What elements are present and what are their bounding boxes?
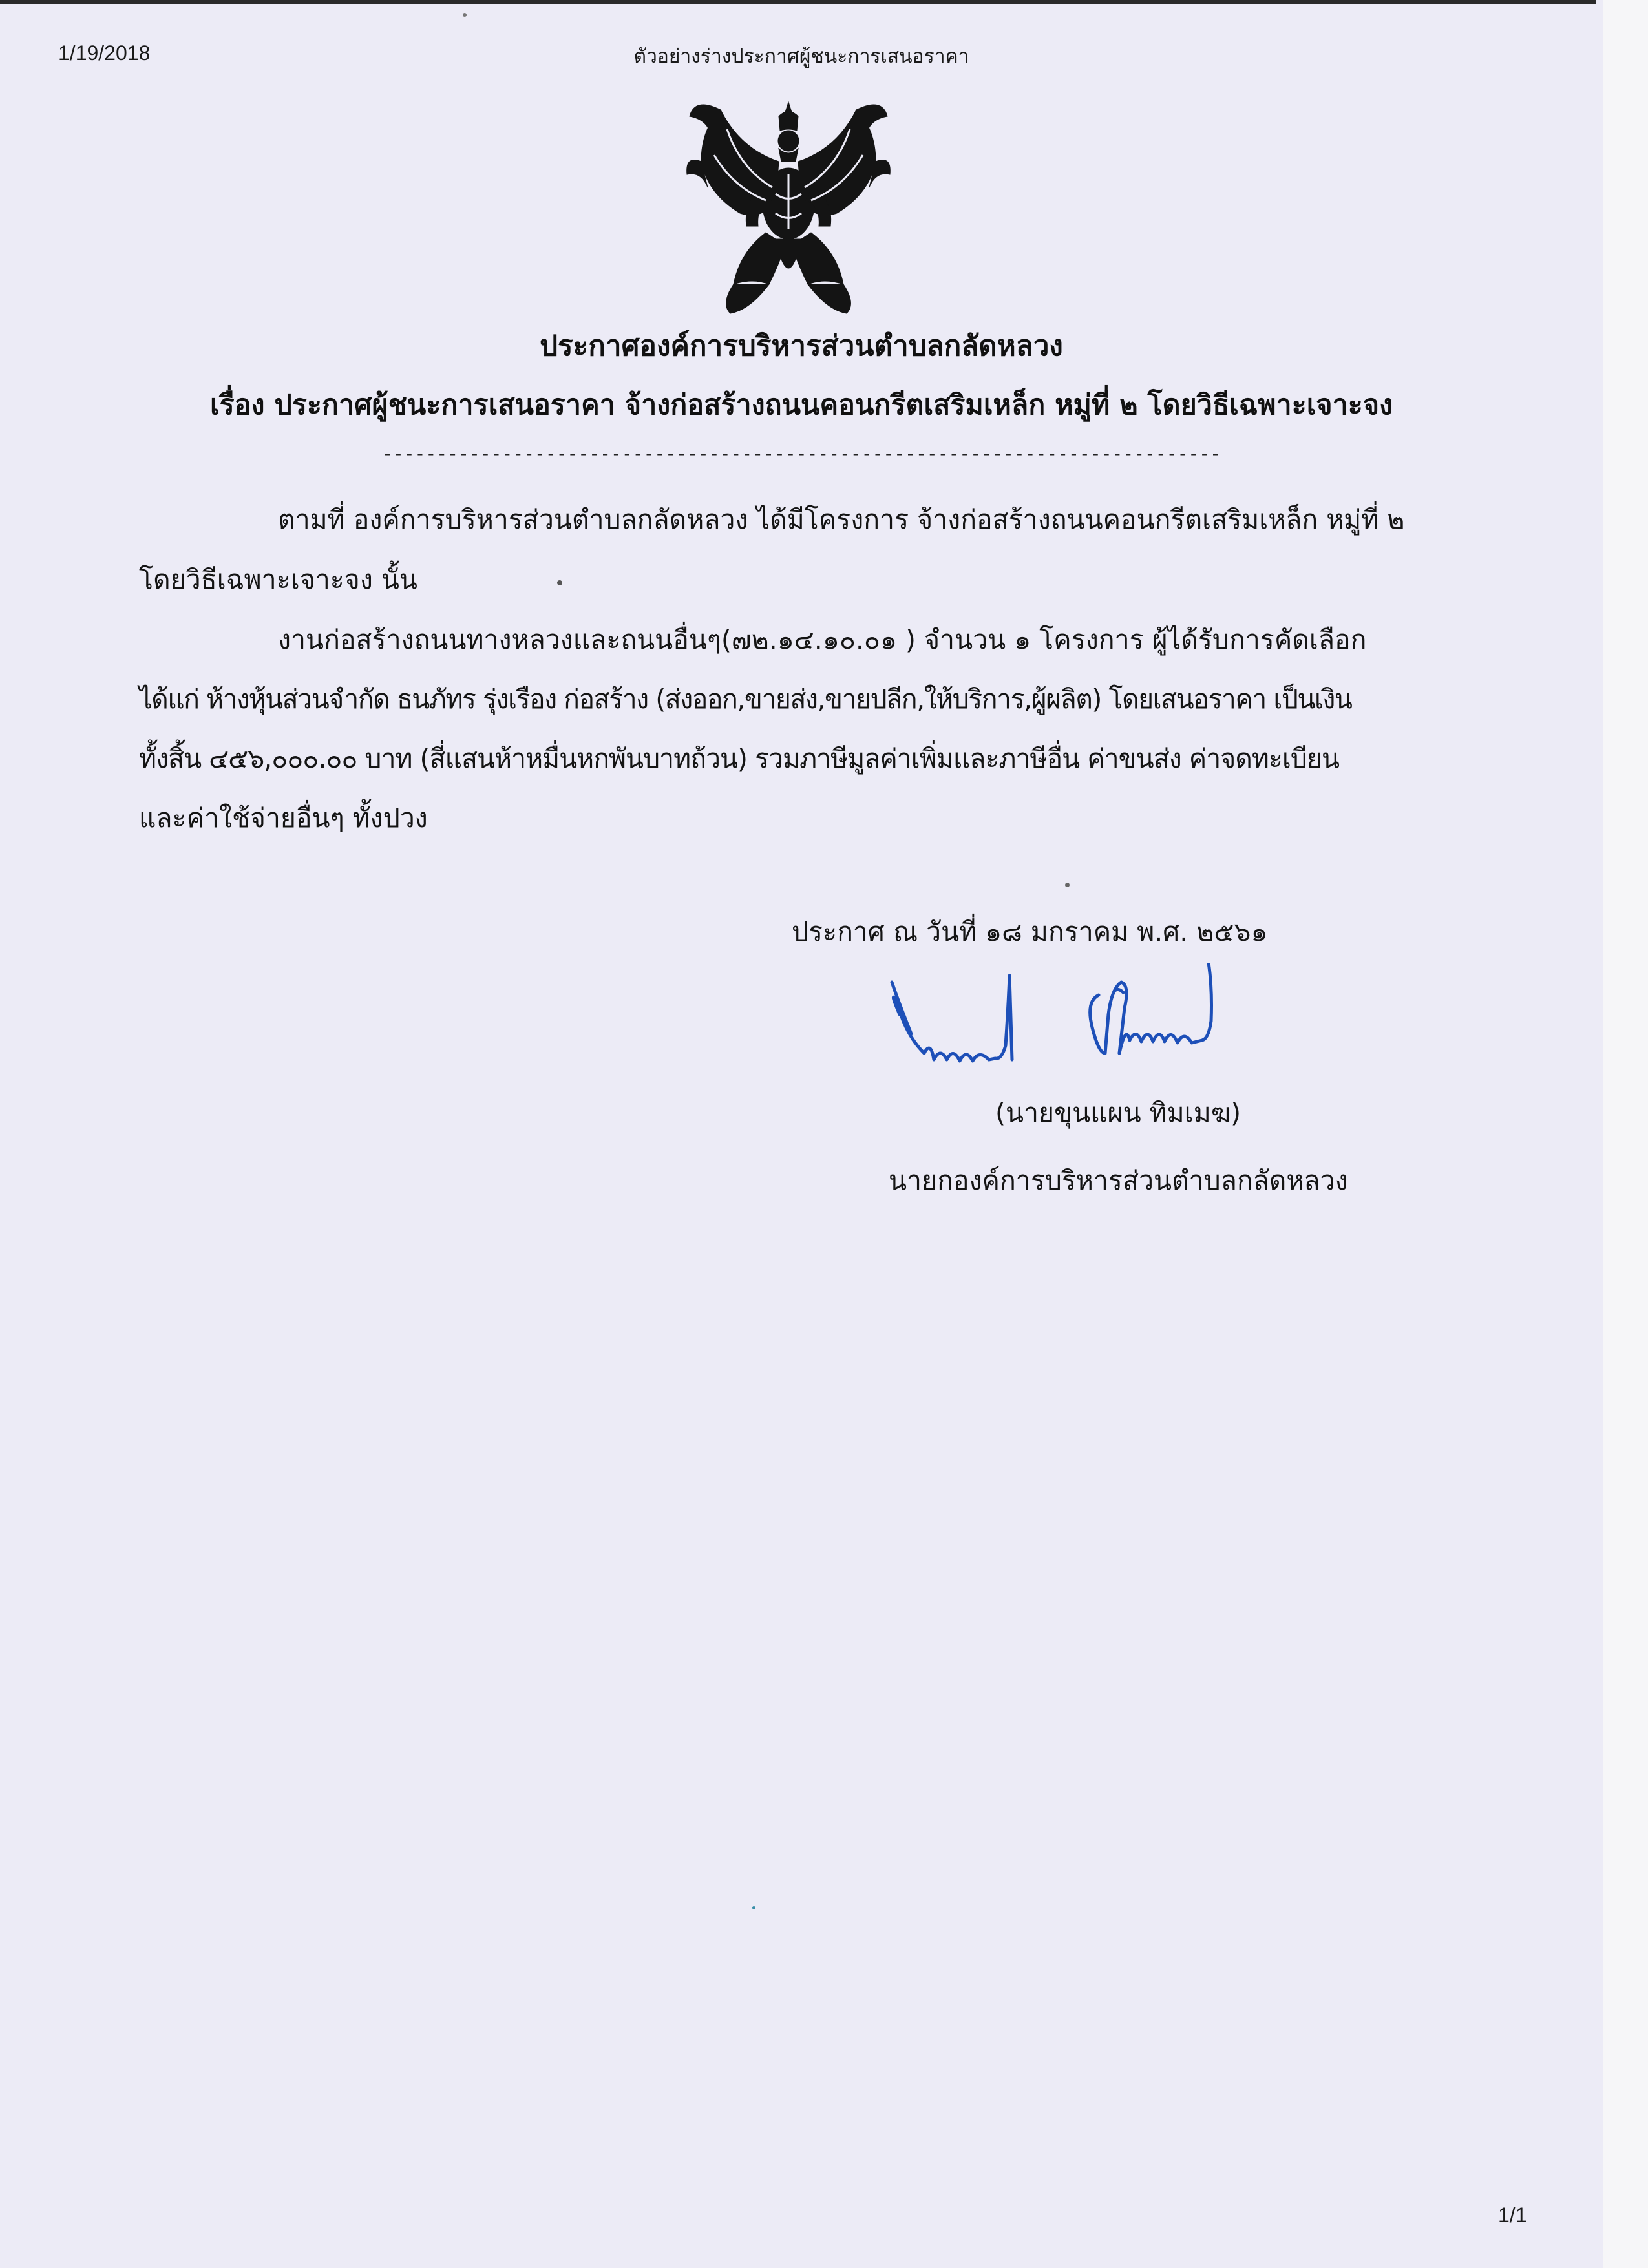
print-header-title: ตัวอย่างร่างประกาศผู้ชนะการเสนอราคา	[633, 45, 969, 68]
paragraph-1-line-2: โดยวิธีเฉพาะเจาะจง นั้น	[139, 564, 417, 595]
paragraph-1-line-1: ตามที่ องค์การบริหารส่วนตำบลกลัดหลวง ได้มีโครงการ จ้างก่อสร้างถนนคอนกรีตเสริมเหล็ก หมู่ที่ ๒	[278, 504, 1405, 535]
paragraph-2-line-2: ได้แก่ ห้างหุ้นส่วนจำกัด ธนภัทร รุ่งเรือง ก่อสร้าง (ส่งออก,ขายส่ง,ขายปลีก,ให้บริการ,ผู้ผลิต) โดยเสนอราคา เป็นเงิน	[139, 684, 1352, 715]
scan-top-border	[0, 0, 1596, 4]
title-divider: -----------------------------------------------------------------------------	[381, 443, 1221, 464]
announcement-subject: เรื่อง ประกาศผู้ชนะการเสนอราคา จ้างก่อสร้างถนนคอนกรีตเสริมเหล็ก หมู่ที่ ๒ โดยวิธีเฉพาะเจาะจง	[209, 389, 1393, 421]
scan-speck	[752, 1906, 755, 1909]
announcement-date: ประกาศ ณ วันที่ ๑๘ มกราคม พ.ศ. ๒๕๖๑	[792, 916, 1268, 947]
scan-speck	[557, 580, 562, 585]
signer-name: (นายขุนแผน ทิมเมฆ)	[995, 1097, 1241, 1128]
paragraph-2-line-1: งานก่อสร้างถนนทางหลวงและถนนอื่นๆ(๗๒.๑๔.๑๐.๐๑ ) จำนวน ๑ โครงการ ผู้ได้รับการคัดเลือก	[278, 624, 1367, 655]
page-number: 1/1	[1498, 2203, 1527, 2227]
scan-margin	[1603, 0, 1648, 2268]
print-date: 1/19/2018	[58, 41, 151, 65]
organization-title: ประกาศองค์การบริหารส่วนตำบลกลัดหลวง	[540, 330, 1063, 362]
scan-speck	[1065, 883, 1070, 887]
garuda-emblem-icon	[682, 90, 895, 323]
scan-speck	[463, 13, 467, 17]
paragraph-2-line-4: และค่าใช้จ่ายอื่นๆ ทั้งปวง	[139, 803, 428, 834]
paragraph-2-line-3: ทั้งสิ้น ๔๕๖,๐๐๐.๐๐ บาท (สี่แสนห้าหมื่นหกพันบาทถ้วน) รวมภาษีมูลค่าเพิ่มและภาษีอื่น ค่าขนส่ง ค่าจดทะเบียน	[139, 743, 1340, 774]
signature-icon	[885, 963, 1305, 1111]
signer-position: นายกองค์การบริหารส่วนตำบลกลัดหลวง	[889, 1165, 1348, 1196]
